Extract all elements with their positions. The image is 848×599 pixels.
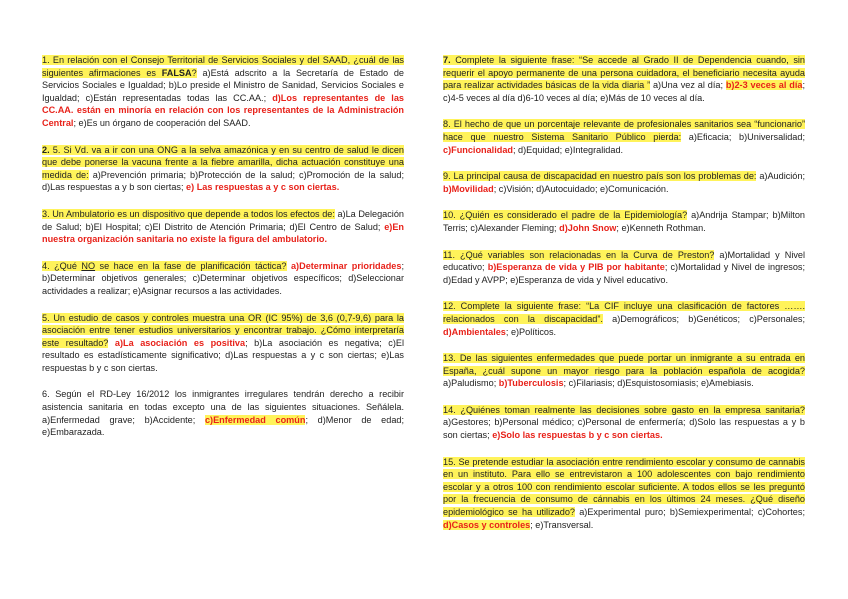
options: a)Prevención primaria; b)Protección de la salud; c)Promoción de la salud; d)Las respuestas a y b son ciertas; — [42, 169, 404, 193]
question-6 — [42, 388, 404, 438]
question-9 — [443, 170, 805, 195]
question-2 — [42, 144, 404, 194]
question-4 — [42, 260, 404, 298]
question-stem: 8. El hecho de que un porcentaje relevante de profesionales sanitarios sea “funcionario” hace que nuestro Sistema Sanitario Público pierda: — [443, 119, 805, 142]
correct-answer: c)Funcionalidad — [443, 144, 513, 155]
question-stem: 3. Un Ambulatorio es un dispositivo que depende a todos los efectos de: — [42, 208, 335, 219]
options-tail: ; c)Visión; d)Autocuidado; e)Comunicación. — [493, 183, 669, 194]
question-8 — [443, 118, 805, 156]
question-stem: 5. Un estudio de casos y controles muestra una OR (IC 95%) de 3,6 (0,7-9,6) para la asociación entre tener estudios universitarios y encontrar trabajo. ¿Cómo interpretaría este resultado? — [42, 312, 404, 348]
correct-answer: e) Las respuestas a y c son ciertas. — [186, 182, 340, 193]
correct-answer: a)Determinar prioridades — [290, 260, 402, 271]
correct-answer: d)Los representantes de las CC.AA. están en minoría en relación con los representantes de la Administración Central — [42, 92, 404, 128]
question-7 — [443, 54, 805, 104]
options-tail: ; e)Es un órgano de cooperación del SAAD. — [73, 117, 251, 128]
question-stem: 13. De las siguientes enfermedades que puede portar un inmigrante a su entrada en España, ¿cuál supone un mayor riesgo para la población española de acogida? — [443, 353, 805, 376]
right-column — [443, 54, 805, 531]
options: a)Está adscrito a la Secretaría de Estado de Servicios Sociales e Igualdad; b)Lo preside el Ministro de Sanidad, Servicios Sociales e Igualdad; c)Están representadas todas las CC.AA.; — [42, 67, 404, 103]
options-tail: ; c)Filariasis; d)Esquistosomiasis; e)Amebiasis. — [563, 378, 754, 389]
options: a)La Delegación de Salud; b)El Hospital; c)El Distrito de Atención Primaria; d)El Centro de Salud; — [42, 208, 404, 232]
options-tail: ; c)4-5 veces al día d)6-10 veces al día; e)Más de 10 veces al día. — [443, 80, 805, 103]
question-5 — [42, 312, 404, 375]
options-tail: ; e)Transversal. — [530, 519, 594, 530]
question-12 — [443, 300, 805, 338]
question-10 — [443, 209, 805, 234]
correct-answer: d)Ambientales — [443, 326, 506, 337]
options: a)Audición; — [756, 171, 805, 182]
question-3 — [42, 208, 404, 246]
correct-answer: b)Esperanza de vida y PIB por habitante — [487, 262, 665, 273]
options: a)Eficacia; b)Universalidad; — [681, 131, 805, 142]
options: a)Demográficos; b)Genéticos; c)Personales; — [602, 313, 805, 324]
question-stem: 6. Según el RD-Ley 16/2012 los inmigrantes irregulares tendrán derecho a recibir asistencia sanitaria en todas excepto una de las siguientes situaciones. Señálela. — [42, 389, 404, 413]
question-stem: 14. ¿Quiénes toman realmente las decisiones sobre gasto en la empresa sanitaria? — [443, 404, 805, 415]
options: a)Mortalidad y Nivel educativo; — [443, 249, 806, 273]
question-stem: 11. ¿Qué variables son relacionadas en la Curva de Preston? — [443, 249, 715, 260]
options-tail: ; c)Mortalidad y Nivel de ingresos; d)Edad y AVPP; e)Esperanza de vida y Nivel educativo. — [443, 262, 805, 285]
question-stem: 12. Complete la siguiente frase: “La CIF incluye una clasificación de factores ……. relacionados con la discapacidad”. — [443, 301, 805, 324]
correct-answer: a)La asociación es positiva — [114, 337, 246, 348]
question-stem: 2. 5. Si Vd. va a ir con una ONG a la selva amazónica y en su centro de salud le dicen que debe ponerse la vacuna frente a la fiebre amarilla, dicha actuación constituye una medida de: — [42, 144, 404, 180]
options-tail: ; b)La asociación es negativa; c)El resultado es estadísticamente significativo; d)Las respuestas a y c son ciertas; e)Las respuestas b y c son ciertas. — [42, 337, 404, 373]
correct-answer: d)John Snow — [559, 222, 617, 233]
correct-answer: e)Solo las respuestas b y c son ciertas. — [492, 430, 663, 441]
options: a)Gestores; b)Personal médico; c)Personal de enfermería; d)Solo las respuestas a y b son ciertas; — [443, 417, 805, 441]
options: a)Andrija Stampar; b)Milton Terris; c)Alexander Fleming; — [443, 210, 805, 233]
correct-answer: b)Tuberculosis — [498, 378, 564, 389]
question-1 — [42, 54, 404, 130]
options-tail: ; b)Determinar objetivos generales; c)Determinar objetivos específicos; d)Seleccionar actividades a realizar; e)Asignar recursos a las actividades. — [42, 260, 404, 296]
question-11 — [443, 249, 805, 287]
options: a)Paludismo; — [443, 378, 499, 389]
question-14 — [443, 404, 805, 442]
question-stem: 1. En relación con el Consejo Territorial de Servicios Sociales y del SAAD, ¿cuál de las siguientes afirmaciones es FALSA? — [42, 55, 404, 78]
correct-answer: b)2-3 veces al día — [725, 80, 803, 91]
correct-answer: e)En nuestra organización sanitaria no existe la figura del ambulatorio. — [42, 221, 404, 245]
options: a)Enfermedad grave; b)Accidente; — [42, 414, 205, 425]
correct-answer: c)Enfermedad común — [204, 414, 306, 425]
left-column — [42, 54, 404, 439]
options-tail: ; d)Menor de edad; e)Embarazada. — [42, 414, 405, 438]
options: a)Una vez al día; — [650, 80, 726, 91]
correct-answer: b)Movilidad — [443, 183, 494, 194]
question-stem: 10. ¿Quién es considerado el padre de la Epidemiología? — [443, 210, 688, 221]
correct-answer: d)Casos y controles — [443, 519, 531, 530]
question-stem: 15. Se pretende estudiar la asociación entre rendimiento escolar y consumo de cannabis en un instituto. Para ello se entrevistaron a 100 adolescentes con bajo rendimiento escolar y a otros 100 con rendimiento escolar suficiente. A todos ellos se les preguntó por la frecuencia de consumo de cánnabis en los últimos 24 meses. ¿Qué diseño epidemiológico se ha utilizado? — [443, 456, 805, 518]
options: a)Experimental puro; b)Semiexperimental; c)Cohortes; — [574, 507, 805, 518]
question-stem: 9. La principal causa de discapacidad en nuestro país son los problemas de: — [443, 171, 757, 182]
options-tail: ; e)Kenneth Rothman. — [616, 222, 706, 233]
options-tail: ; d)Equidad; e)Integralidad. — [512, 144, 624, 155]
question-stem: 7. Complete la siguiente frase: “Se accede al Grado II de Dependencia cuando, sin requerir el apoyo permanente de una persona cuidadora, el beneficiario necesita ayuda para realizar actividades básicas de la vida diaria ” — [443, 55, 805, 91]
question-stem: 4. ¿Qué NO se hace en la fase de planificación táctica? — [42, 260, 287, 271]
options-tail: ; e)Políticos. — [505, 326, 557, 337]
question-15 — [443, 456, 805, 532]
question-13 — [443, 352, 805, 390]
